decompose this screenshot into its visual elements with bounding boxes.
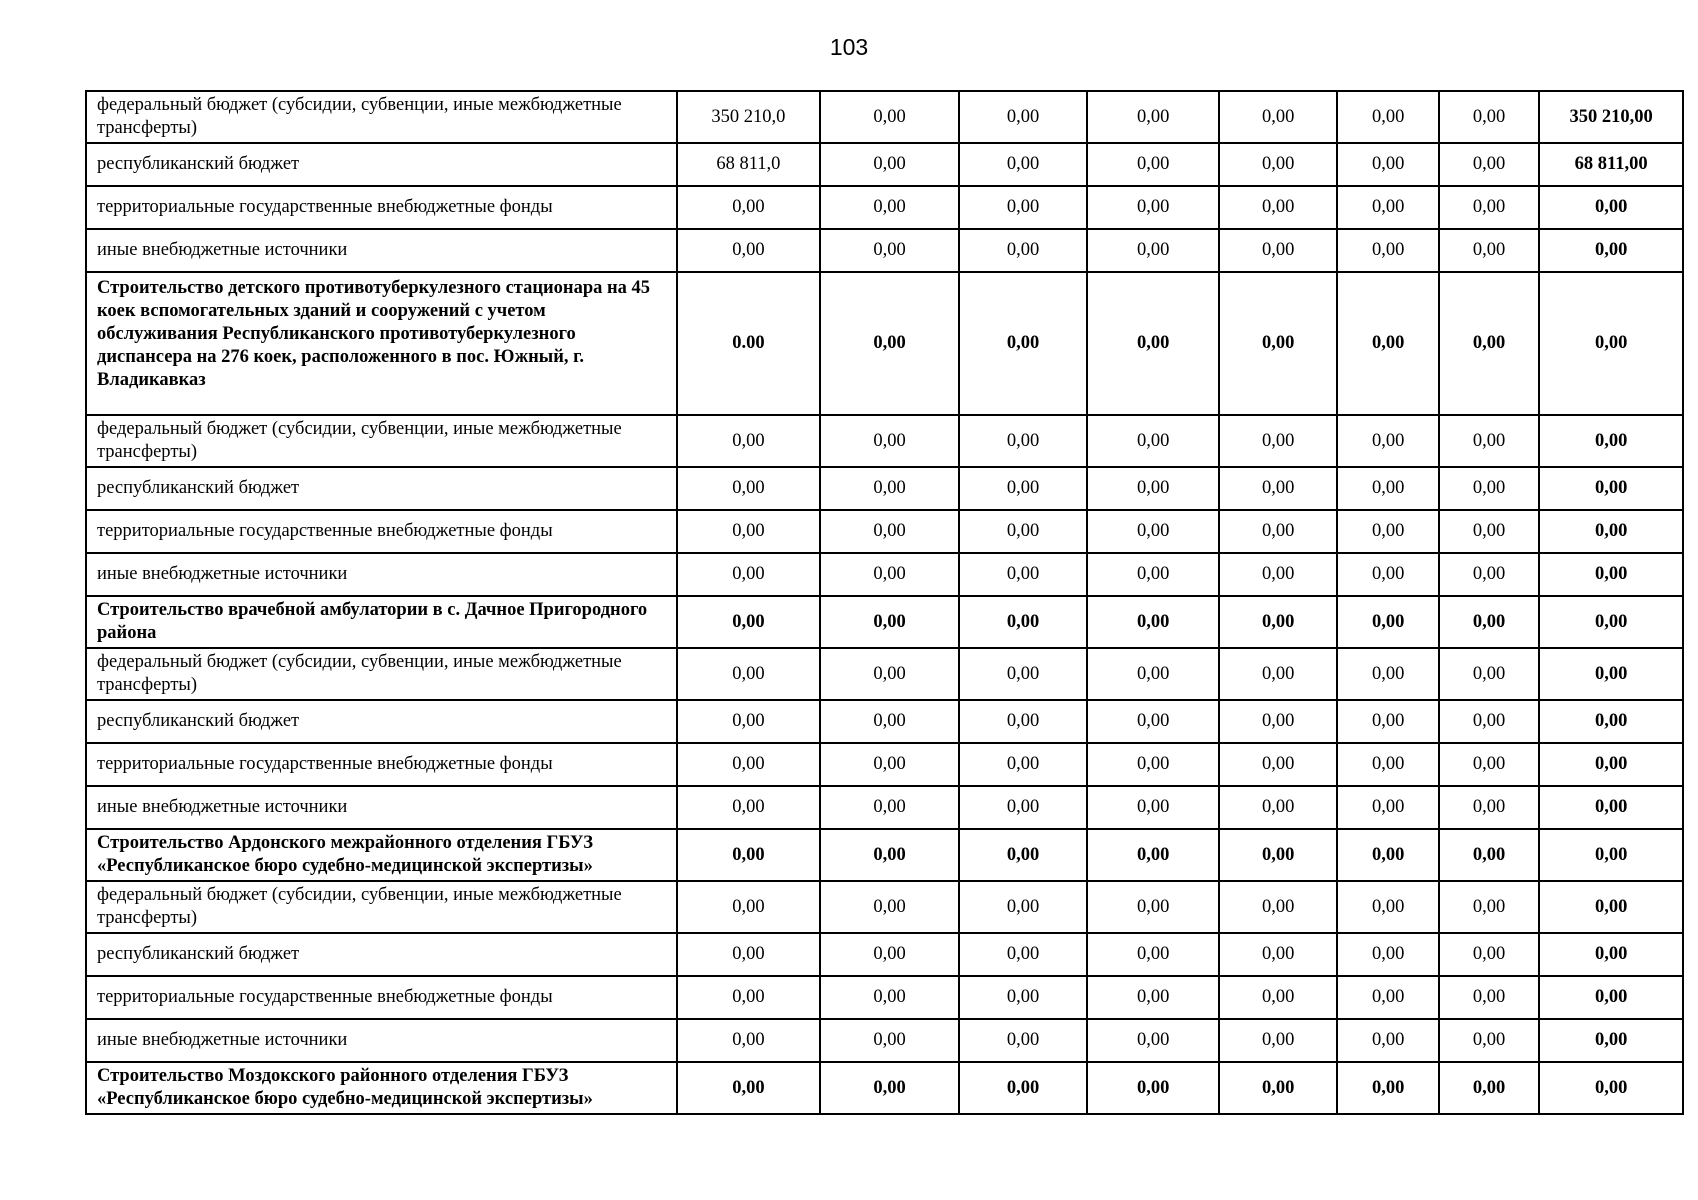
year-value-cell: 0,00 <box>1219 415 1338 467</box>
year-value-cell: 0,00 <box>1087 91 1219 143</box>
year-value-cell: 0,00 <box>1337 91 1438 143</box>
year-value-cell: 0,00 <box>677 553 821 596</box>
year-value-cell: 0,00 <box>1219 743 1338 786</box>
funding-source-label-cell: республиканский бюджет <box>86 143 677 186</box>
year-value-cell: 0,00 <box>1219 648 1338 700</box>
year-value-cell: 0,00 <box>1219 186 1338 229</box>
year-value-cell: 0,00 <box>1219 229 1338 272</box>
funding-source-row <box>86 467 1683 510</box>
year-value-cell: 0,00 <box>1087 272 1219 415</box>
year-value-cell: 0,00 <box>1337 881 1438 933</box>
year-value-cell: 0,00 <box>1087 700 1219 743</box>
year-value-cell: 0,00 <box>1337 229 1438 272</box>
section-row <box>86 272 1683 415</box>
funding-source-label-cell: территориальные государственные внебюджетные фонды <box>86 976 677 1019</box>
year-value-cell: 0,00 <box>1219 143 1338 186</box>
funding-source-label-cell: федеральный бюджет (субсидии, субвенции, иные межбюджетные трансферты) <box>86 881 677 933</box>
year-value-cell: 0,00 <box>820 1062 959 1114</box>
year-value-cell: 0,00 <box>677 1062 821 1114</box>
year-value-cell: 0,00 <box>677 933 821 976</box>
section-row <box>86 596 1683 648</box>
year-value-cell: 0,00 <box>820 743 959 786</box>
total-value-cell: 0,00 <box>1539 229 1683 272</box>
funding-source-label-cell: иные внебюджетные источники <box>86 1019 677 1062</box>
year-value-cell: 350 210,0 <box>677 91 821 143</box>
year-value-cell: 0,00 <box>1087 829 1219 881</box>
funding-source-label-cell: республиканский бюджет <box>86 700 677 743</box>
year-value-cell: 0,00 <box>677 976 821 1019</box>
year-value-cell: 0,00 <box>677 510 821 553</box>
year-value-cell: 0,00 <box>1087 976 1219 1019</box>
year-value-cell: 0,00 <box>820 648 959 700</box>
year-value-cell: 0,00 <box>677 829 821 881</box>
year-value-cell: 0,00 <box>1439 1019 1539 1062</box>
year-value-cell: 0,00 <box>959 1019 1088 1062</box>
year-value-cell: 0,00 <box>1337 272 1438 415</box>
total-value-cell: 0,00 <box>1539 272 1683 415</box>
funding-source-row <box>86 700 1683 743</box>
funding-source-row <box>86 186 1683 229</box>
year-value-cell: 0,00 <box>1337 143 1438 186</box>
year-value-cell: 0,00 <box>959 743 1088 786</box>
year-value-cell: 0,00 <box>1087 510 1219 553</box>
year-value-cell: 0,00 <box>1219 700 1338 743</box>
funding-source-row <box>86 91 1683 143</box>
total-value-cell: 0,00 <box>1539 553 1683 596</box>
year-value-cell: 0,00 <box>1439 976 1539 1019</box>
funding-source-label-cell: иные внебюджетные источники <box>86 553 677 596</box>
year-value-cell: 0,00 <box>677 648 821 700</box>
section-row <box>86 829 1683 881</box>
funding-source-row <box>86 743 1683 786</box>
total-value-cell: 0,00 <box>1539 467 1683 510</box>
year-value-cell: 0,00 <box>1087 467 1219 510</box>
year-value-cell: 0,00 <box>1219 553 1338 596</box>
year-value-cell: 0,00 <box>1337 467 1438 510</box>
year-value-cell: 0,00 <box>1219 510 1338 553</box>
year-value-cell: 0,00 <box>1219 829 1338 881</box>
year-value-cell: 0,00 <box>820 91 959 143</box>
funding-source-row <box>86 229 1683 272</box>
year-value-cell: 0,00 <box>1087 415 1219 467</box>
total-value-cell: 0,00 <box>1539 1062 1683 1114</box>
year-value-cell: 0,00 <box>1337 510 1438 553</box>
year-value-cell: 0,00 <box>959 510 1088 553</box>
year-value-cell: 0,00 <box>677 700 821 743</box>
year-value-cell: 0,00 <box>1337 786 1438 829</box>
year-value-cell: 0,00 <box>1337 743 1438 786</box>
year-value-cell: 0,00 <box>677 786 821 829</box>
section-title-cell: Строительство врачебной амбулатории в с. Дачное Пригородного района <box>86 596 677 648</box>
year-value-cell: 0,00 <box>1439 186 1539 229</box>
funding-source-row <box>86 143 1683 186</box>
year-value-cell: 0,00 <box>959 143 1088 186</box>
year-value-cell: 0,00 <box>1337 596 1438 648</box>
year-value-cell: 0,00 <box>1337 933 1438 976</box>
year-value-cell: 0,00 <box>1219 596 1338 648</box>
funding-source-label-cell: федеральный бюджет (субсидии, субвенции, иные межбюджетные трансферты) <box>86 415 677 467</box>
year-value-cell: 0,00 <box>1337 553 1438 596</box>
year-value-cell: 0,00 <box>1219 976 1338 1019</box>
year-value-cell: 0,00 <box>1439 143 1539 186</box>
total-value-cell: 0,00 <box>1539 510 1683 553</box>
funding-source-row <box>86 976 1683 1019</box>
year-value-cell: 0,00 <box>1439 786 1539 829</box>
year-value-cell: 0,00 <box>959 829 1088 881</box>
year-value-cell: 0,00 <box>1219 1062 1338 1114</box>
total-value-cell: 350 210,00 <box>1539 91 1683 143</box>
year-value-cell: 0,00 <box>959 467 1088 510</box>
year-value-cell: 0,00 <box>820 510 959 553</box>
year-value-cell: 0,00 <box>1439 881 1539 933</box>
funding-source-label-cell: территориальные государственные внебюджетные фонды <box>86 510 677 553</box>
year-value-cell: 0,00 <box>1087 1062 1219 1114</box>
funding-source-label-cell: территориальные государственные внебюджетные фонды <box>86 743 677 786</box>
funding-source-row <box>86 933 1683 976</box>
budget-table <box>85 90 1684 1115</box>
funding-source-label-cell: федеральный бюджет (субсидии, субвенции, иные межбюджетные трансферты) <box>86 91 677 143</box>
funding-source-label-cell: иные внебюджетные источники <box>86 786 677 829</box>
total-value-cell: 0,00 <box>1539 933 1683 976</box>
year-value-cell: 0,00 <box>1087 881 1219 933</box>
year-value-cell: 0,00 <box>677 467 821 510</box>
year-value-cell: 0,00 <box>1219 91 1338 143</box>
budget-table-body <box>86 91 1683 1114</box>
section-title-cell: Строительство Моздокского районного отделения ГБУЗ «Республиканское бюро судебно-медицинской экспертизы» <box>86 1062 677 1114</box>
funding-source-row <box>86 648 1683 700</box>
year-value-cell: 0,00 <box>959 91 1088 143</box>
year-value-cell: 0,00 <box>1439 467 1539 510</box>
year-value-cell: 0,00 <box>1087 648 1219 700</box>
year-value-cell: 0,00 <box>1087 596 1219 648</box>
funding-source-label-cell: республиканский бюджет <box>86 933 677 976</box>
section-row <box>86 1062 1683 1114</box>
year-value-cell: 0,00 <box>820 186 959 229</box>
year-value-cell: 0.00 <box>677 272 821 415</box>
funding-source-label-cell: иные внебюджетные источники <box>86 229 677 272</box>
total-value-cell: 0,00 <box>1539 829 1683 881</box>
year-value-cell: 0,00 <box>1219 786 1338 829</box>
year-value-cell: 0,00 <box>1219 272 1338 415</box>
year-value-cell: 0,00 <box>959 933 1088 976</box>
funding-source-row <box>86 415 1683 467</box>
year-value-cell: 0,00 <box>959 786 1088 829</box>
year-value-cell: 0,00 <box>1439 510 1539 553</box>
year-value-cell: 0,00 <box>677 186 821 229</box>
page-number: 103 <box>829 34 869 60</box>
year-value-cell: 0,00 <box>1439 272 1539 415</box>
year-value-cell: 0,00 <box>820 881 959 933</box>
year-value-cell: 0,00 <box>959 186 1088 229</box>
year-value-cell: 0,00 <box>820 1019 959 1062</box>
total-value-cell: 0,00 <box>1539 186 1683 229</box>
year-value-cell: 0,00 <box>1337 1062 1438 1114</box>
year-value-cell: 0,00 <box>1087 553 1219 596</box>
year-value-cell: 0,00 <box>1337 648 1438 700</box>
year-value-cell: 0,00 <box>1087 229 1219 272</box>
year-value-cell: 0,00 <box>820 415 959 467</box>
funding-source-row <box>86 553 1683 596</box>
year-value-cell: 0,00 <box>1087 933 1219 976</box>
year-value-cell: 0,00 <box>1087 743 1219 786</box>
total-value-cell: 0,00 <box>1539 1019 1683 1062</box>
year-value-cell: 0,00 <box>1439 933 1539 976</box>
year-value-cell: 0,00 <box>820 596 959 648</box>
year-value-cell: 0,00 <box>820 786 959 829</box>
total-value-cell: 0,00 <box>1539 976 1683 1019</box>
year-value-cell: 0,00 <box>1337 1019 1438 1062</box>
year-value-cell: 0,00 <box>959 229 1088 272</box>
year-value-cell: 0,00 <box>959 881 1088 933</box>
year-value-cell: 0,00 <box>1087 143 1219 186</box>
year-value-cell: 0,00 <box>1439 91 1539 143</box>
year-value-cell: 0,00 <box>1087 786 1219 829</box>
year-value-cell: 0,00 <box>820 976 959 1019</box>
year-value-cell: 0,00 <box>820 933 959 976</box>
funding-source-row <box>86 1019 1683 1062</box>
year-value-cell: 0,00 <box>820 143 959 186</box>
year-value-cell: 0,00 <box>1439 596 1539 648</box>
year-value-cell: 0,00 <box>820 553 959 596</box>
year-value-cell: 0,00 <box>820 467 959 510</box>
funding-source-label-cell: республиканский бюджет <box>86 467 677 510</box>
year-value-cell: 0,00 <box>820 700 959 743</box>
year-value-cell: 0,00 <box>820 229 959 272</box>
year-value-cell: 0,00 <box>1439 829 1539 881</box>
total-value-cell: 0,00 <box>1539 596 1683 648</box>
total-value-cell: 0,00 <box>1539 415 1683 467</box>
year-value-cell: 0,00 <box>1439 700 1539 743</box>
year-value-cell: 0,00 <box>1219 1019 1338 1062</box>
funding-source-label-cell: федеральный бюджет (субсидии, субвенции, иные межбюджетные трансферты) <box>86 648 677 700</box>
total-value-cell: 0,00 <box>1539 700 1683 743</box>
year-value-cell: 0,00 <box>959 648 1088 700</box>
year-value-cell: 0,00 <box>677 596 821 648</box>
year-value-cell: 0,00 <box>1219 933 1338 976</box>
year-value-cell: 0,00 <box>1337 186 1438 229</box>
year-value-cell: 0,00 <box>1439 1062 1539 1114</box>
year-value-cell: 0,00 <box>959 415 1088 467</box>
total-value-cell: 68 811,00 <box>1539 143 1683 186</box>
funding-source-label-cell: территориальные государственные внебюджетные фонды <box>86 186 677 229</box>
year-value-cell: 0,00 <box>959 272 1088 415</box>
year-value-cell: 0,00 <box>677 415 821 467</box>
year-value-cell: 0,00 <box>677 1019 821 1062</box>
year-value-cell: 0,00 <box>677 229 821 272</box>
year-value-cell: 0,00 <box>1337 700 1438 743</box>
year-value-cell: 0,00 <box>959 976 1088 1019</box>
year-value-cell: 0,00 <box>1337 829 1438 881</box>
year-value-cell: 0,00 <box>820 829 959 881</box>
year-value-cell: 0,00 <box>1439 743 1539 786</box>
year-value-cell: 0,00 <box>1219 881 1338 933</box>
year-value-cell: 0,00 <box>677 743 821 786</box>
year-value-cell: 0,00 <box>959 700 1088 743</box>
section-title-cell: Строительство детского противотуберкулезного стационара на 45 коек вспомогательных зданий и сооружений с учетом обслуживания Республиканского противотуберкулезного диспансера на 276 коек, расположенного в пос. Южный, г. Владикавказ <box>86 272 677 415</box>
year-value-cell: 0,00 <box>1439 415 1539 467</box>
funding-source-row <box>86 881 1683 933</box>
year-value-cell: 0,00 <box>1439 229 1539 272</box>
year-value-cell: 0,00 <box>1219 467 1338 510</box>
total-value-cell: 0,00 <box>1539 648 1683 700</box>
total-value-cell: 0,00 <box>1539 881 1683 933</box>
funding-source-row <box>86 510 1683 553</box>
year-value-cell: 0,00 <box>1337 415 1438 467</box>
funding-source-row <box>86 786 1683 829</box>
year-value-cell: 0,00 <box>1337 976 1438 1019</box>
year-value-cell: 0,00 <box>820 272 959 415</box>
year-value-cell: 68 811,0 <box>677 143 821 186</box>
year-value-cell: 0,00 <box>959 553 1088 596</box>
year-value-cell: 0,00 <box>1439 553 1539 596</box>
total-value-cell: 0,00 <box>1539 786 1683 829</box>
year-value-cell: 0,00 <box>677 881 821 933</box>
year-value-cell: 0,00 <box>1439 648 1539 700</box>
year-value-cell: 0,00 <box>1087 186 1219 229</box>
year-value-cell: 0,00 <box>959 1062 1088 1114</box>
year-value-cell: 0,00 <box>1087 1019 1219 1062</box>
section-title-cell: Строительство Ардонского межрайонного отделения ГБУЗ «Республиканское бюро судебно-медицинской экспертизы» <box>86 829 677 881</box>
year-value-cell: 0,00 <box>959 596 1088 648</box>
total-value-cell: 0,00 <box>1539 743 1683 786</box>
